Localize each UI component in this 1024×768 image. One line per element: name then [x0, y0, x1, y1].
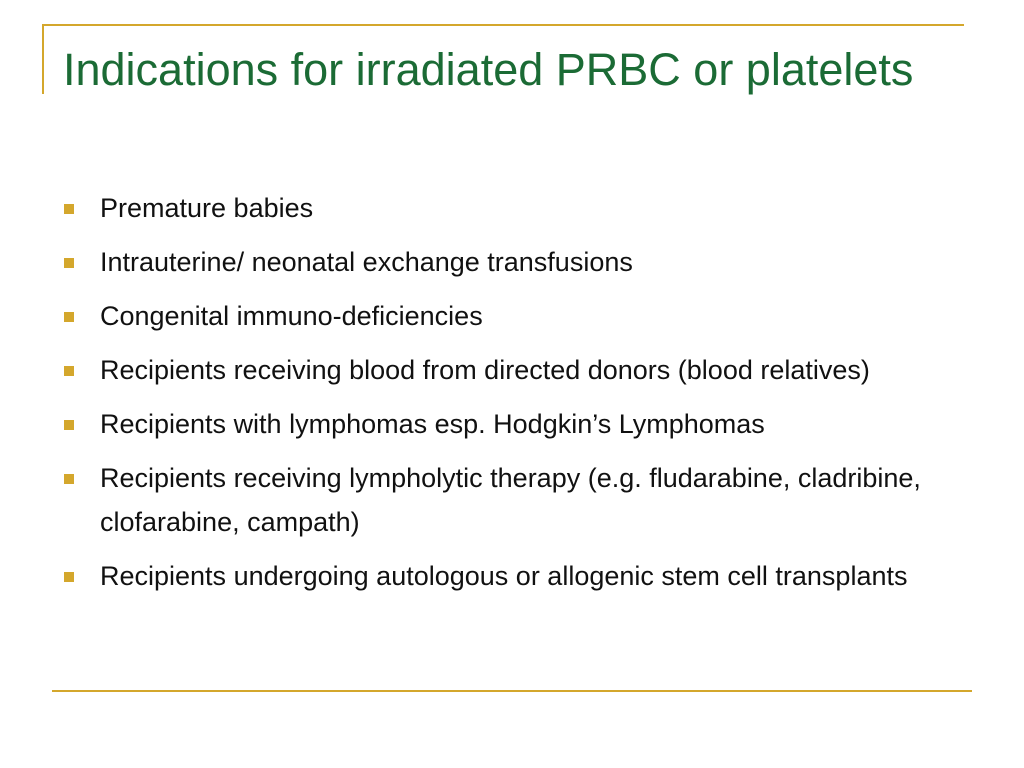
bullet-item [62, 554, 952, 598]
slide-title: Indications for irradiated PRBC or platelets [63, 44, 914, 95]
square-bullet-icon [64, 204, 74, 214]
bullet-text: Congenital immuno-deficiencies [100, 301, 483, 331]
bullet-text: Recipients receiving blood from directed donors (blood relatives) [100, 355, 870, 385]
left-frame-line [42, 24, 44, 94]
square-bullet-icon [64, 420, 74, 430]
square-bullet-icon [64, 366, 74, 376]
bullet-list [62, 186, 952, 608]
bullet-item [62, 402, 952, 446]
bullet-text: Recipients with lymphomas esp. Hodgkin’s Lymphomas [100, 409, 765, 439]
square-bullet-icon [64, 312, 74, 322]
bullet-item [62, 294, 952, 338]
bullet-text: Recipients undergoing autologous or allogenic stem cell transplants [100, 561, 908, 591]
bullet-item [62, 186, 952, 230]
bullet-item [62, 348, 952, 392]
square-bullet-icon [64, 474, 74, 484]
bullet-text: Recipients receiving lympholytic therapy (e.g. fludarabine, cladribine, clofarabine, campath) [100, 463, 921, 537]
bullet-item [62, 240, 952, 284]
top-frame-line [42, 24, 964, 26]
square-bullet-icon [64, 572, 74, 582]
bottom-frame-line [52, 690, 972, 692]
bullet-text: Intrauterine/ neonatal exchange transfusions [100, 247, 633, 277]
bullet-text: Premature babies [100, 193, 314, 223]
bullet-item [62, 456, 952, 544]
square-bullet-icon [64, 258, 74, 268]
